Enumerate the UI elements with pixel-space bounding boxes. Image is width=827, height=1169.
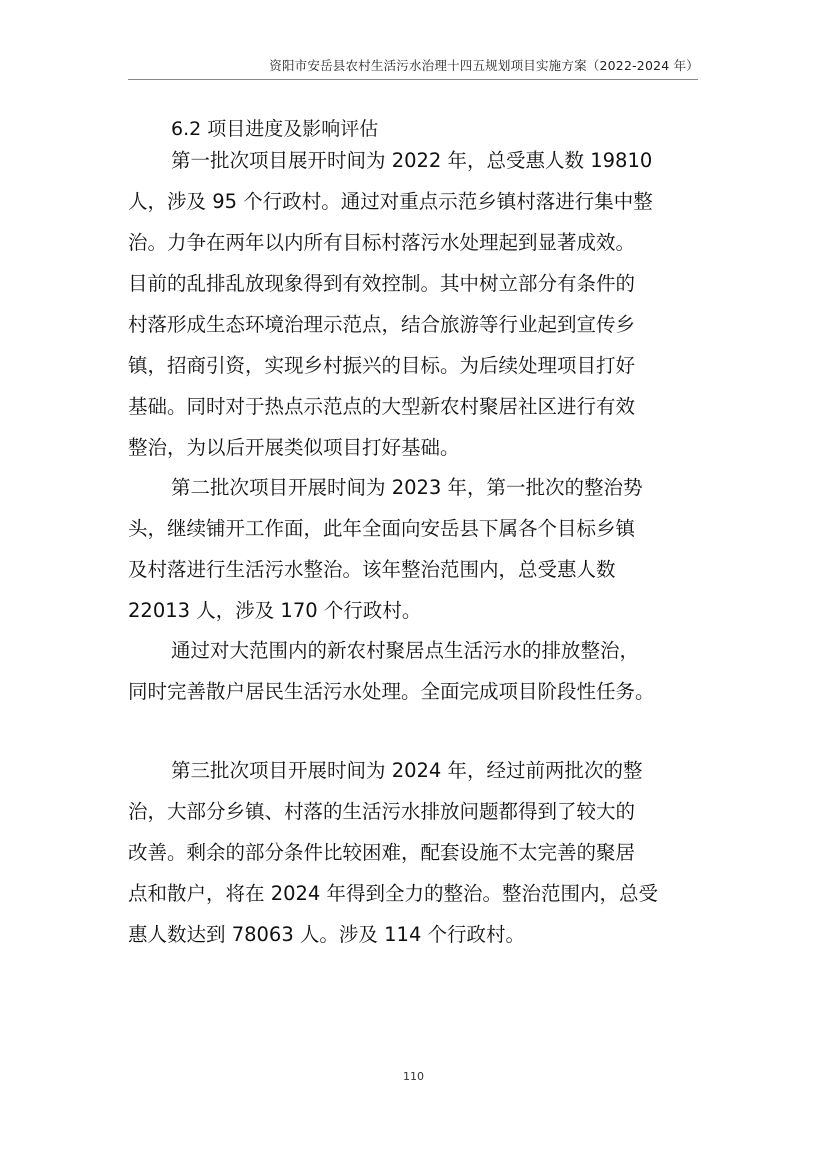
paragraph-line: 第一批次项目展开时间为 2022 年，总受惠人数 19810 [171,149,653,172]
page-number: 110 [403,1070,424,1083]
header-rule [128,79,698,80]
paragraph-line: 及村落进行生活污水整治。该年整治范围内，总受惠人数 [128,558,616,581]
running-header: 资阳市安岳县农村生活污水治理十四五规划项目实施方案（2022-2024 年） [269,58,699,73]
paragraph-line: 22013 人，涉及 170 个行政村。 [128,599,422,622]
paragraph-line: 头，继续铺开工作面，此年全面向安岳县下属各个目标乡镇 [128,517,636,540]
paragraph-line: 镇，招商引资，实现乡村振兴的目标。为后续处理项目打好 [128,354,636,377]
paragraph-line: 通过对大范围内的新农村聚居点生活污水的排放整治， [171,639,640,662]
paragraph-line: 目前的乱排乱放现象得到有效控制。其中树立部分有条件的 [128,272,636,295]
paragraph-line: 整治，为以后开展类似项目打好基础。 [128,436,460,459]
paragraph-line: 村落形成生态环境治理示范点，结合旅游等行业起到宣传乡 [128,313,636,336]
paragraph-line: 惠人数达到 78063 人。涉及 114 个行政村。 [128,923,526,946]
paragraph-line: 治，大部分乡镇、村落的生活污水排放问题都得到了较大的 [128,800,636,823]
paragraph-line: 同时完善散户居民生活污水处理。全面完成项目阶段性任务。 [128,680,655,703]
section-title: 6.2 项目进度及影响评估 [171,118,379,140]
paragraph-line: 改善。剩余的部分条件比较困难，配套设施不太完善的聚居 [128,841,636,864]
paragraph-line: 点和散户，将在 2024 年得到全力的整治。整治范围内，总受 [128,882,659,905]
paragraph-line: 第三批次项目开展时间为 2024 年，经过前两批次的整 [171,759,643,782]
paragraph-line: 人，涉及 95 个行政村。通过对重点示范乡镇村落进行集中整 [128,190,653,213]
paragraph-line: 第二批次项目开展时间为 2023 年，第一批次的整治势 [171,476,643,499]
paragraph-line: 治。力争在两年以内所有目标村落污水处理起到显著成效。 [128,231,636,254]
paragraph-line: 基础。同时对于热点示范点的大型新农村聚居社区进行有效 [128,395,636,418]
